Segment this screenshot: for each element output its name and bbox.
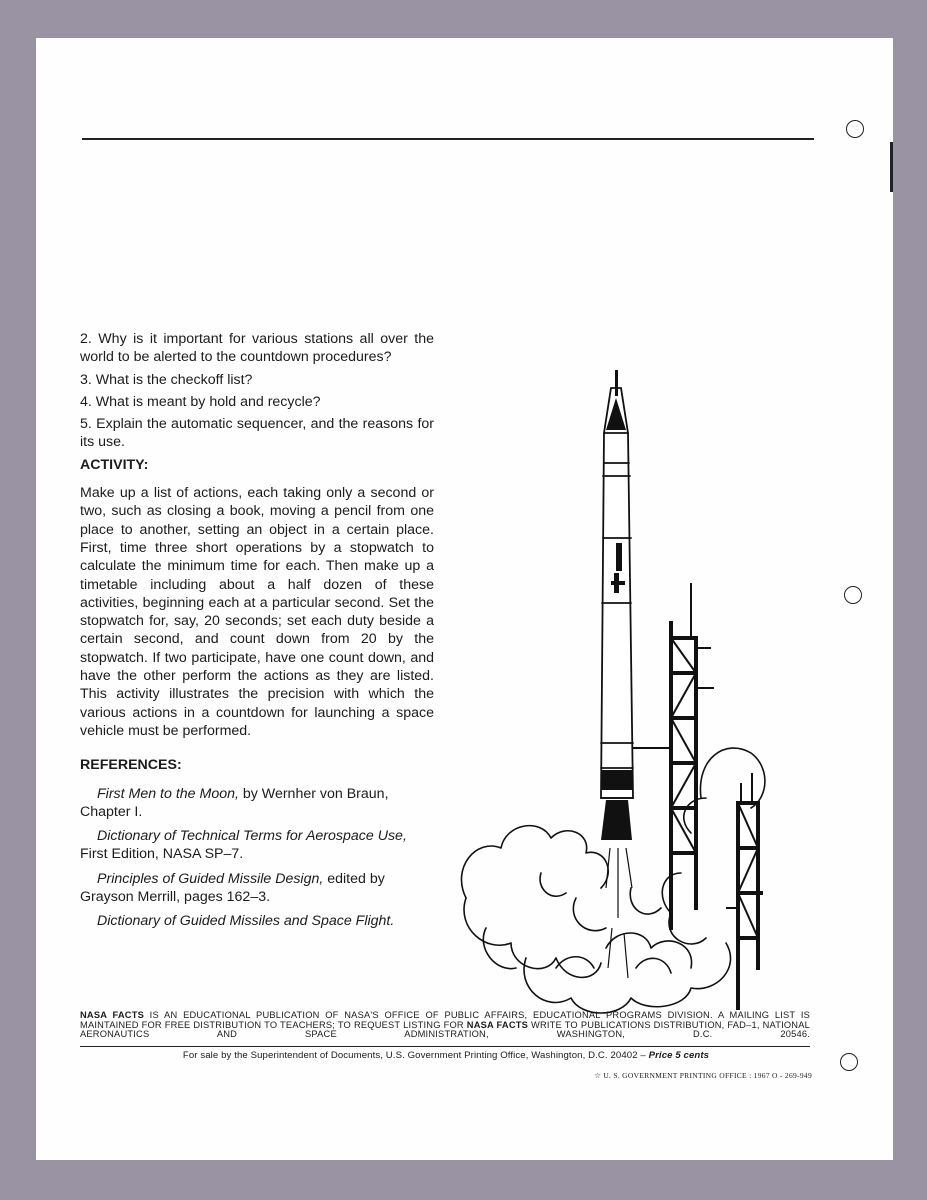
footer-rule bbox=[80, 1046, 810, 1047]
question-3: 3. What is the checkoff list? bbox=[80, 371, 253, 388]
binder-hole-top bbox=[846, 120, 864, 138]
top-rule bbox=[82, 138, 814, 140]
binder-hole-middle bbox=[844, 586, 862, 604]
document-page bbox=[36, 38, 893, 1160]
reference-item: Principles of Guided Missile Design, edited by Grayson Merrill, pages 162–3. bbox=[80, 870, 385, 906]
publication-notice: NASA FACTS IS AN EDUCATIONAL PUBLICATION OF NASA'S OFFICE OF PUBLIC AFFAIRS, EDUCATIONAL PROGRAMS DIVISION. A MAILING LIST IS MAINTAINED FOR FREE DISTRIBUTION TO TEACHERS; TO REQUEST LISTING FOR NASA FACTS WRITE TO PUBLICATIONS DISTRIBUTION, FAD–1, NATIONAL AERONAUTICS AND SPACE ADMINISTRATION, WASHINGTON, D.C. 20546. bbox=[80, 1010, 811, 1040]
references-heading: REFERENCES: bbox=[80, 757, 182, 774]
reference-item: Dictionary of Technical Terms for Aerospace Use, First Edition, NASA SP–7. bbox=[80, 828, 407, 863]
reference-item: Dictionary of Guided Missiles and Space Flight. bbox=[97, 913, 395, 930]
rocket-launch-illustration bbox=[456, 328, 766, 1018]
binder-hole-bottom bbox=[840, 1053, 858, 1071]
reference-item: First Men to the Moon, by Wernher von Braun, Chapter I. bbox=[80, 785, 389, 820]
sale-notice: For sale by the Superintendent of Documents, U.S. Government Printing Office, Washington, D.C. 20402 – Price 5 cents bbox=[182, 1050, 710, 1061]
activity-body: Make up a list of actions, each taking only a second or two, such as closing a book, moving a pencil from one place to another, setting an object in a certain place. First, time three short operations by a stopwatch to calculate the minimum time for each. Then make up a timetable including about a half dozen of these activities, beginning each at a particular second. Set the stopwatch for, say, 20 seconds; set each duty beside a certain second, and count down from 20 by the stopwatch. If two participate, have one count down, and have the other perform the actions as they are listed. This activity illustrates the precision with which the various actions in a countdown for launching a space vehicle must be performed. bbox=[80, 485, 434, 739]
question-4: 4. What is meant by hold and recycle? bbox=[80, 393, 321, 410]
activity-heading: ACTIVITY: bbox=[80, 456, 149, 473]
text-column bbox=[80, 330, 434, 937]
question-5: 5. Explain the automatic sequencer, and the reasons for its use. bbox=[80, 416, 434, 451]
question-2: 2. Why is it important for various stations all over the world to be alerted to the countdown procedures? bbox=[80, 331, 434, 366]
edge-mark bbox=[890, 142, 893, 192]
printing-office-line: ☆ U. S. GOVERNMENT PRINTING OFFICE : 1967 O - 269-949 bbox=[594, 1071, 812, 1080]
